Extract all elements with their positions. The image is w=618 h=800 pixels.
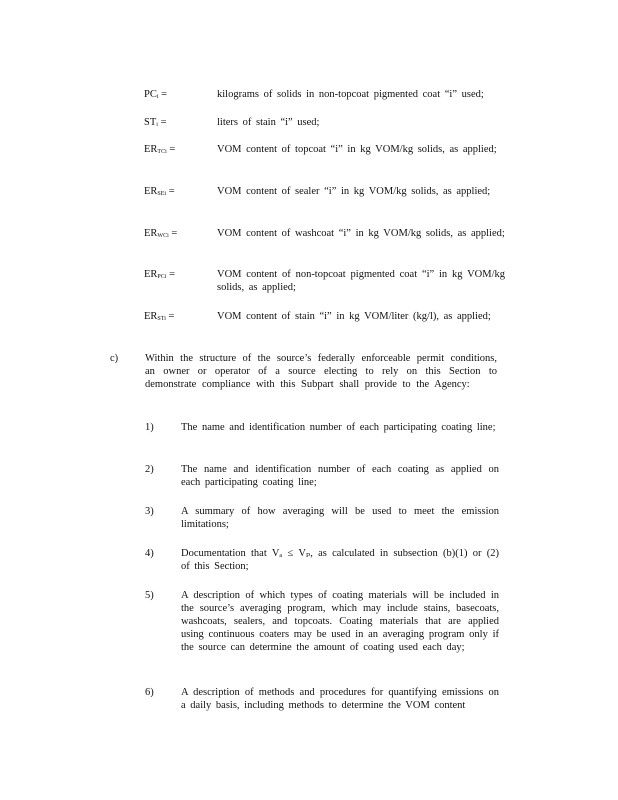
list-item-number: 2) [145, 464, 154, 475]
paragraph-text: Within the structure of the source’s federally enforceable permit conditions, an owner or operator of a source electing to rely on this Section to demonstrate compliance with this Subpart shall provide to the Agency: [145, 353, 497, 390]
definition-term: $ER_{STi}$ = [144, 311, 175, 322]
definition-text: VOM content of topcoat “i” in kg VOM/kg solids, as applied; [217, 144, 497, 155]
list-item-text: Documentation that Vₐ ≤ Vₚ, as calculated in subsection (b)(1) or (2) of this Section; [181, 548, 499, 572]
definition-text: liters of stain “i” used; [217, 117, 320, 128]
definition-text: VOM content of non-topcoat pigmented coat “i” in kg VOM/kg solids, as applied; [217, 269, 505, 293]
list-item-text: A summary of how averaging will be used to meet the emission limitations; [181, 506, 499, 530]
list-item-number: 1) [145, 422, 154, 433]
definition-text: VOM content of washcoat “i” in kg VOM/kg solids, as applied; [217, 228, 505, 239]
paragraph-marker: c) [110, 353, 119, 364]
list-item-text: A description of which types of coating materials will be included in the source’s averaging program, which may include stains, basecoats, washcoats, sealers, and topcoats. Coating materials that are applied using continuous coaters may be used in an averaging program only if the source can determine the amount of coating used each day; [181, 590, 499, 653]
definition-term: $ST_i$ = [144, 117, 167, 128]
definition-term: $ER_{TCi}$ = [144, 144, 176, 155]
definition-text: VOM content of sealer “i” in kg VOM/kg solids, as applied; [217, 186, 491, 197]
definition-text: kilograms of solids in non-topcoat pigmented coat “i” used; [217, 89, 484, 100]
list-item-number: 3) [145, 506, 154, 517]
definition-text: VOM content of stain “i” in kg VOM/liter (kg/l), as applied; [217, 311, 491, 322]
list-item-text: The name and identification number of each participating coating line; [181, 422, 496, 433]
definition-term: $ER_{SEi}$ = [144, 186, 175, 197]
definition-term: $PC_i$ = [144, 89, 168, 100]
list-item-number: 6) [145, 687, 154, 698]
list-item-text: The name and identification number of each coating as applied on each participating coating line; [181, 464, 499, 488]
definition-term: $ER_{WCi}$ = [144, 228, 178, 239]
list-item-number: 4) [145, 548, 154, 559]
definition-term: $ER_{PCi}$ = [144, 269, 175, 280]
list-item-number: 5) [145, 590, 154, 601]
list-item-text: A description of methods and procedures for quantifying emissions on a daily basis, including methods to determine the VOM content [181, 687, 499, 711]
